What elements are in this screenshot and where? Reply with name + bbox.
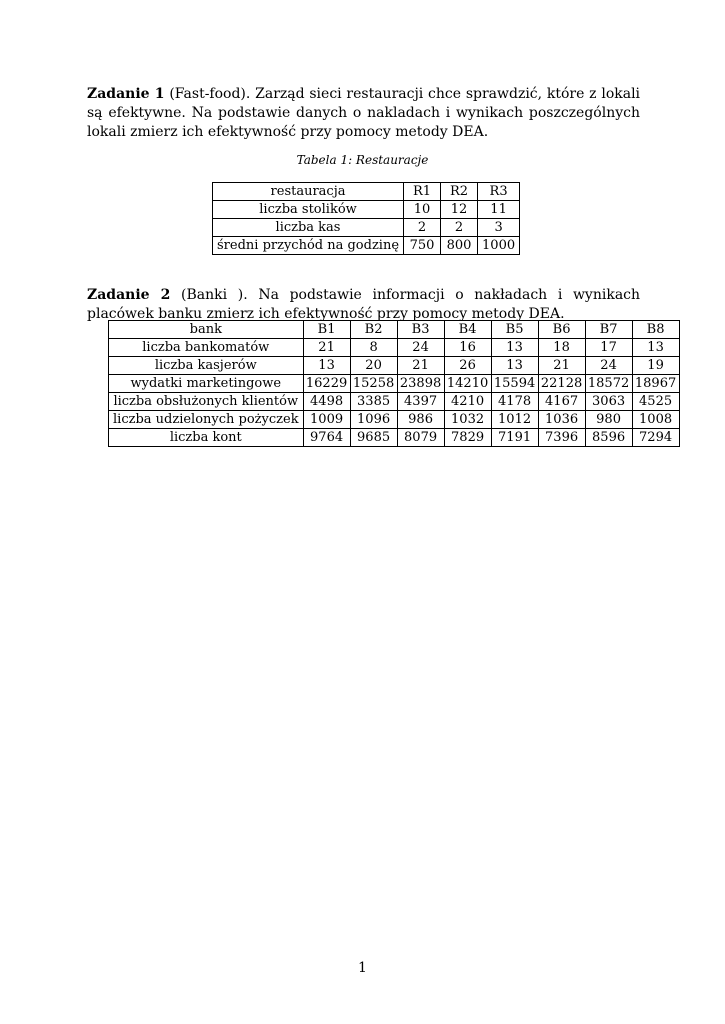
table-row	[213, 219, 520, 237]
table-cell: 1000	[478, 237, 520, 255]
table-cell: 18967	[632, 375, 679, 393]
table-cell: 8079	[397, 429, 444, 447]
task-1-text: Zarząd sieci restauracji chce sprawdzić, które z lokali są efektywne. Na podstawie danych o nakladach i wynikach poszczególnych lokali zmierz ich efektywność przy pomocy metody DEA.	[87, 86, 641, 140]
table-row	[109, 393, 680, 411]
table-cell: 4210	[444, 393, 491, 411]
task-1-heading: Zadanie 1	[87, 86, 165, 102]
table-cell: 1036	[538, 411, 585, 429]
table-cell: 12	[441, 201, 478, 219]
table-cell: 9764	[303, 429, 350, 447]
table-cell: 23898	[397, 375, 444, 393]
table-cell: 24	[397, 339, 444, 357]
header-cell: R3	[478, 183, 520, 201]
table-row	[109, 339, 680, 357]
table-cell: 1009	[303, 411, 350, 429]
table-cell: 750	[404, 237, 441, 255]
table-row	[109, 357, 680, 375]
row-label: liczba stolików	[213, 201, 404, 219]
row-label: liczba kasjerów	[109, 357, 304, 375]
header-cell: B6	[538, 321, 585, 339]
table-cell: 22128	[538, 375, 585, 393]
header-cell: B3	[397, 321, 444, 339]
table-cell: 18572	[585, 375, 632, 393]
table-cell: 4178	[491, 393, 538, 411]
row-label: średni przychód na godzinę	[213, 237, 404, 255]
table-cell: 13	[491, 357, 538, 375]
table-cell: 18	[538, 339, 585, 357]
header-cell: bank	[109, 321, 304, 339]
header-cell: R2	[441, 183, 478, 201]
table-row	[109, 411, 680, 429]
task-1-subtitle: (Fast-food).	[169, 86, 251, 102]
table-cell: 7191	[491, 429, 538, 447]
table-cell: 17	[585, 339, 632, 357]
table-cell: 3385	[350, 393, 397, 411]
table-cell: 4525	[632, 393, 679, 411]
table-cell: 4167	[538, 393, 585, 411]
header-cell: B4	[444, 321, 491, 339]
table-row	[109, 429, 680, 447]
table-cell: 800	[441, 237, 478, 255]
task-1-paragraph	[87, 85, 640, 142]
row-label: liczba kont	[109, 429, 304, 447]
table-cell: 9685	[350, 429, 397, 447]
restaurants-table	[212, 182, 520, 255]
table-cell: 3063	[585, 393, 632, 411]
task-2-subtitle: (Banki ).	[181, 287, 248, 303]
header-cell: B5	[491, 321, 538, 339]
table-cell: 3	[478, 219, 520, 237]
table-cell: 26	[444, 357, 491, 375]
table-cell: 21	[397, 357, 444, 375]
table-header-row	[109, 321, 680, 339]
table-header-row	[213, 183, 520, 201]
table-cell: 13	[491, 339, 538, 357]
table-cell: 986	[397, 411, 444, 429]
table-cell: 21	[538, 357, 585, 375]
table-cell: 11	[478, 201, 520, 219]
row-label: liczba kas	[213, 219, 404, 237]
table-cell: 8596	[585, 429, 632, 447]
header-cell: B7	[585, 321, 632, 339]
table-cell: 13	[303, 357, 350, 375]
header-cell: R1	[404, 183, 441, 201]
table-cell: 20	[350, 357, 397, 375]
table-cell: 980	[585, 411, 632, 429]
table-cell: 14210	[444, 375, 491, 393]
table-row	[213, 201, 520, 219]
table-cell: 13	[632, 339, 679, 357]
header-cell: B1	[303, 321, 350, 339]
header-cell: B2	[350, 321, 397, 339]
page-number: 1	[358, 960, 367, 976]
table-cell: 1008	[632, 411, 679, 429]
table-1-caption: Tabela 1: Restauracje	[296, 153, 429, 167]
table-cell: 1032	[444, 411, 491, 429]
row-label: wydatki marketingowe	[109, 375, 304, 393]
task-2-heading: Zadanie 2	[87, 287, 171, 303]
table-cell: 7294	[632, 429, 679, 447]
task-2-paragraph	[87, 286, 640, 324]
table-cell: 7829	[444, 429, 491, 447]
table-cell: 1096	[350, 411, 397, 429]
table-row	[109, 375, 680, 393]
table-cell: 21	[303, 339, 350, 357]
task-2-text: Na podstawie informacji o nakładach i wynikach placówek banku zmierz ich efektywność przy pomocy metody DEA.	[87, 287, 641, 322]
table-cell: 7396	[538, 429, 585, 447]
row-label: liczba bankomatów	[109, 339, 304, 357]
table-cell: 15258	[350, 375, 397, 393]
header-cell: restauracja	[213, 183, 404, 201]
table-cell: 16	[444, 339, 491, 357]
table-cell: 1012	[491, 411, 538, 429]
table-cell: 8	[350, 339, 397, 357]
table-cell: 16229	[303, 375, 350, 393]
banks-table	[108, 320, 680, 447]
table-cell: 15594	[491, 375, 538, 393]
row-label: liczba udzielonych pożyczek	[109, 411, 304, 429]
table-cell: 4397	[397, 393, 444, 411]
row-label: liczba obsłużonych klientów	[109, 393, 304, 411]
table-cell: 4498	[303, 393, 350, 411]
table-cell: 24	[585, 357, 632, 375]
table-cell: 2	[404, 219, 441, 237]
table-row	[213, 237, 520, 255]
header-cell: B8	[632, 321, 679, 339]
table-cell: 2	[441, 219, 478, 237]
table-cell: 10	[404, 201, 441, 219]
table-cell: 19	[632, 357, 679, 375]
